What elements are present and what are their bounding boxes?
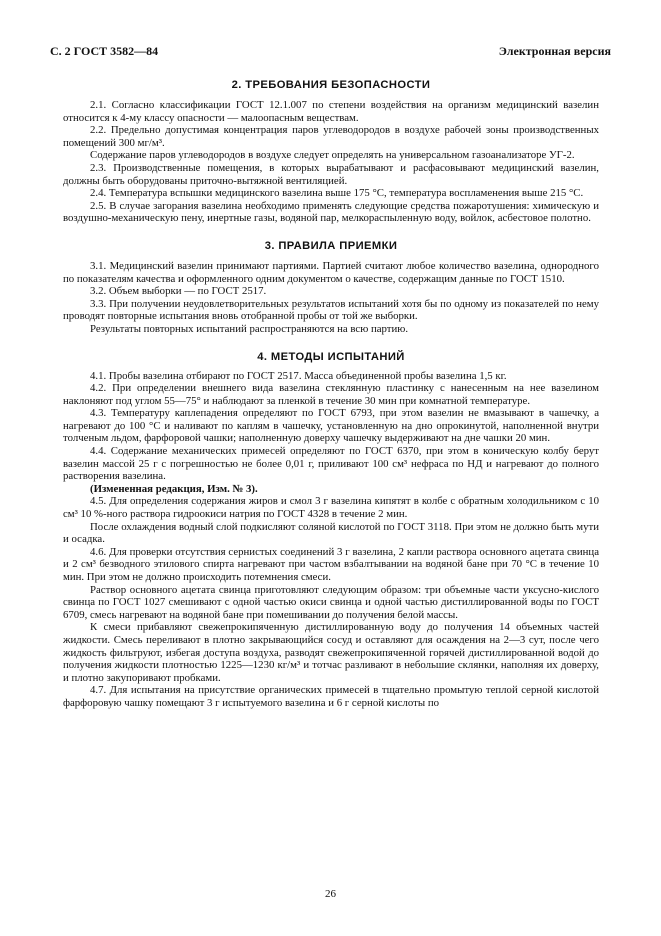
paragraph-4-3: 4.3. Температуру каплепадения определяют по ГОСТ 6793, при этом вазелин не вмазывают в чашечку, а нагревают до 100 °С и наливают по каплям в чашечку, установленную на дно опрокинутой, наполненной внутри толченым льдом, фарфоровой чашки; наполненную доверху чашечку выдерживают на дне чашки 20 мин. (63, 407, 599, 445)
header-document-id: С. 2 ГОСТ 3582—84 (50, 44, 159, 58)
paragraph-3-3: 3.3. При получении неудовлетворительных результатов испытаний хотя бы по одному из показателей по нему проводят повторные испытания вновь отобранной пробы от той же выборки. (63, 297, 599, 323)
paragraph-3-3-note: Результаты повторных испытаний распространяются на всю партию. (90, 322, 409, 335)
amendment-note: (Измененная редакция, Изм. № 3). (90, 482, 258, 495)
paragraph-4-7: 4.7. Для испытания на присутствие органических примесей в тщательно промытую теплой серной кислотой фарфоровую чашку помещают 3 г испытуемого вазелина и 6 г серной кислоты по (63, 684, 599, 709)
paragraph-4-2: 4.2. При определении внешнего вида вазелина стеклянную пластинку с нанесенным на нее вазелином наклоняют под углом 55—75° и наблюдают за пленкой в течение 30 мин при комнатной температуре. (63, 382, 599, 407)
paragraph-3-2: 3.2. Объем выборки — по ГОСТ 2517. (90, 285, 267, 298)
paragraph-3-1: 3.1. Медицинский вазелин принимают партиями. Партией считают любое количество вазелина, однородного по показателям качества и оформленного одним документом о качестве, содержащим данные по ГОСТ 1510. (63, 259, 599, 285)
paragraph-2-3: 2.3. Производственные помещения, в которых вырабатывают и расфасовывают медицинский вазелин, должны быть оборудованы приточно-вытяжной вентиляцией. (63, 161, 599, 187)
section-title-acceptance: 3. ПРАВИЛА ПРИЕМКИ (264, 239, 398, 252)
paragraph-4-6-reagent: Раствор основного ацетата свинца приготовляют следующим образом: три объемные части уксусно-кислого свинца по ГОСТ 1027 смешивают с одной частью окиси свинца и одной частью дистиллированной воды по ГОСТ 6709, смесь нагревают на водяной бане при помешивании до получения белой массы. (63, 583, 599, 621)
paragraph-2-1: 2.1. Согласно классификации ГОСТ 12.1.007 по степени воздействия на организм медицинский вазелин относится к 4-му классу опасности — малоопасным веществам. (63, 99, 599, 124)
paragraph-4-1: 4.1. Пробы вазелина отбирают по ГОСТ 2517. Масса объединенной пробы вазелина 1,5 кг. (90, 369, 507, 382)
paragraph-4-5-note: После охлаждения водный слой подкисляют соляной кислотой по ГОСТ 3118. При этом не должно быть мути и осадка. (63, 520, 599, 546)
document-body (63, 79, 599, 710)
paragraph-4-6: 4.6. Для проверки отсутствия сернистых соединений 3 г вазелина, 2 капли раствора основного ацетата свинца и 2 см³ безводного этилового спирта нагревают при частом взбалтывании на водяной бане при 70 °С в течение 10 мин. При этом не должно происходить потемнения смеси. (63, 545, 599, 583)
paragraph-2-2-note: Содержание паров углеводородов в воздухе следует определять на универсальном газоанализаторе УГ-2. (90, 149, 575, 162)
section-title-safety: 2. ТРЕБОВАНИЯ БЕЗОПАСНОСТИ (231, 79, 431, 91)
page-header (50, 44, 611, 60)
header-edition-label: Электронная версия (498, 44, 611, 58)
paragraph-2-5: 2.5. В случае загорания вазелина необходимо применять следующие средства пожаротушения: химическую и воздушно-механическую пену, инертные газы, водяной пар, мелкораспыленную воду, войлок, асбестовое полотно. (63, 199, 599, 225)
paragraph-2-2: 2.2. Предельно допустимая концентрация паров углеводородов в воздухе рабочей зоны производственных помещений 300 мг/м³. (63, 124, 599, 149)
paragraph-2-4: 2.4. Температура вспышки медицинского вазелина выше 175 °С, температура воспламенения выше 215 °С. (90, 187, 584, 200)
section-title-test-methods: 4. МЕТОДЫ ИСПЫТАНИЙ (257, 350, 405, 363)
paragraph-4-4: 4.4. Содержание механических примесей определяют по ГОСТ 6370, при этом в коническую колбу берут вазелин массой 25 г с погрешностью не более 0,01 г, приливают 100 см³ нефраса по НД и нагревают до полного растворения вазелина. (63, 445, 599, 483)
paragraph-4-5: 4.5. Для определения содержания жиров и смол 3 г вазелина кипятят в колбе с обратным холодильником с 10 см³ 10 %-ного раствора гидроокиси натрия по ГОСТ 4328 в течение 2 мин. (63, 495, 599, 521)
paragraph-4-6-procedure: К смеси прибавляют свежепрокипяченную дистиллированную воду до получения 14 объемных частей жидкости. Смесь переливают в плотно закрывающийся сосуд и оставляют для осаждения на 2—3 сут, после чего жидкость фильтруют, избегая доступа воздуха, разводят свежепрокипяченной горячей дистиллированной водой до получения жидкости плотностью 1225—1230 кг/м³ и тотчас разливают в небольшие склянки, наполняя их доверху, и плотно закупоривают пробками. (63, 621, 599, 684)
page-number: 26 (325, 888, 336, 900)
